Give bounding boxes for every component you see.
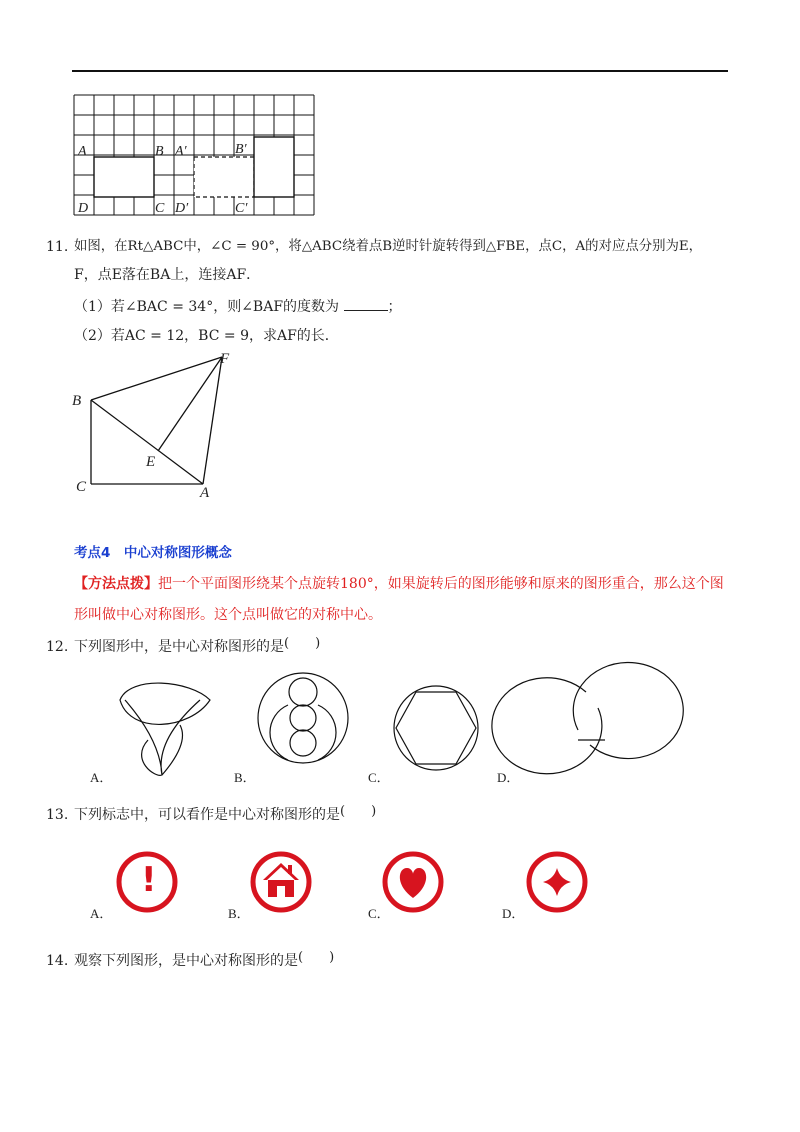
q13-option-D[interactable]: D． [502, 906, 525, 921]
grid-label-A-prime: A′ [175, 144, 187, 159]
grid-label-D-prime: D′ [175, 201, 189, 216]
grid-label-B: B [155, 144, 164, 159]
q13-paren: ( ) [340, 804, 377, 819]
q11-label-F: F [220, 351, 230, 367]
q11-sub2: （2）若AC = 12，BC = 9，求AF的长． [74, 328, 339, 344]
q11-sub1-prefix: （1）若∠BAC = 34°，则∠BAF的度数为 [74, 299, 340, 315]
q13-number: 13. [46, 807, 69, 823]
q12-stem-text: 下列图形中，是中心对称图形的是 [74, 639, 284, 655]
grid-label-B-prime: B′ [235, 142, 247, 157]
q13-logo-A-glyph: ! [141, 860, 157, 900]
q12-number: 12. [46, 639, 69, 655]
q14-stem [74, 952, 334, 971]
q13-option-B[interactable]: B． [228, 906, 250, 921]
q12-option-B[interactable]: B． [234, 770, 256, 785]
q11-number: 11. [46, 239, 69, 255]
q11-label-B: B [72, 393, 82, 409]
method-tip-text1: 把一个平面图形绕某个点旋转180°，如果旋转后的图形能够和原来的图形重合，那么这个图 [158, 576, 724, 592]
q12-option-D[interactable]: D． [497, 770, 520, 785]
section-title: 考点4 中心对称图形概念 [74, 545, 232, 561]
q12-paren: ( ) [284, 636, 321, 651]
grid-label-A: A [78, 144, 87, 159]
q11-line2: F，点E落在BA上，连接AF． [74, 267, 261, 283]
q14-stem-text: 观察下列图形，是中心对称图形的是 [74, 953, 298, 969]
method-tip-line2: 形叫做中心对称图形。这个点叫做它的对称中心。 [74, 607, 382, 623]
q11-label-E: E [146, 454, 156, 470]
q12-option-A[interactable]: A． [90, 770, 113, 785]
q12-option-C[interactable]: C． [368, 770, 390, 785]
q11-label-C: C [76, 479, 87, 495]
q13-option-A[interactable]: A． [90, 906, 113, 921]
grid-label-C: C [155, 201, 165, 216]
q13-option-C[interactable]: C． [368, 906, 390, 921]
q13-stem-text: 下列标志中，可以看作是中心对称图形的是 [74, 807, 340, 823]
q14-number: 14. [46, 953, 69, 969]
q14-paren: ( ) [298, 950, 335, 965]
q11-line1: 如图，在Rt△ABC中，∠C = 90°，将△ABC绕着点B逆时针旋转得到△FBE，点C，A的对应点分别为E， [74, 239, 703, 254]
grid-label-D: D [78, 201, 89, 216]
method-tip-label: 【方法点拨】 [74, 576, 158, 592]
q11-sub1-suffix: ； [387, 299, 402, 315]
grid-label-C-prime: C′ [235, 201, 248, 216]
q11-label-A: A [200, 485, 210, 501]
